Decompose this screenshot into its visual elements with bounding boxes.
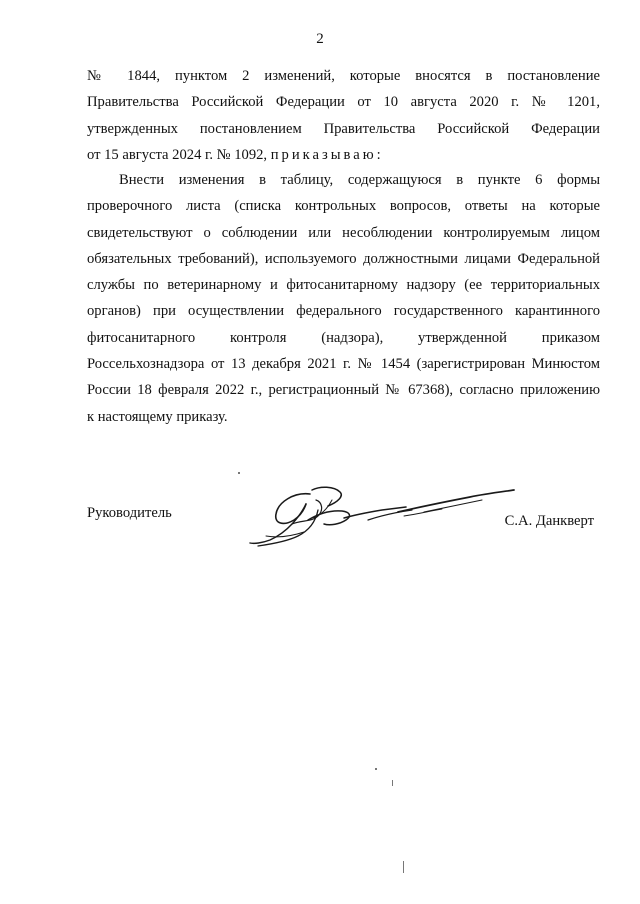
text-line bbox=[87, 142, 600, 168]
text-line: службы по ветеринарному и фитосанитарному надзору (ее территориальных bbox=[87, 277, 600, 294]
text-line: № 1844, пунктом 2 изменений, которые вносятся в постановление bbox=[87, 68, 600, 84]
text-line: органов) при осуществлении федерального государственного карантинного bbox=[87, 303, 600, 320]
text-line: России 18 февраля 2022 г., регистрационный № 67368), согласно приложению bbox=[87, 382, 600, 399]
scan-speck bbox=[375, 768, 377, 770]
text-fragment: от 15 августа 2024 г. № 1092, bbox=[87, 146, 271, 163]
text-line: обязательных требований), используемого должностными лицами Федеральной bbox=[87, 250, 600, 267]
text-line: Правительства Российской Федерации от 10 августа 2020 г. № 1201, bbox=[87, 94, 600, 111]
text-line: Россельхознадзора от 13 декабря 2021 г. № 1454 (зарегистрирован Минюстом bbox=[87, 356, 600, 373]
paragraph-order-body bbox=[87, 167, 600, 430]
page-number: 2 bbox=[316, 31, 324, 47]
scan-speck bbox=[238, 472, 240, 474]
scan-speck bbox=[403, 861, 404, 873]
signatory-position: Руководитель bbox=[87, 505, 172, 521]
text-line: свидетельствуют о соблюдении или несоблюдении контролируемым лицом bbox=[87, 224, 600, 241]
paragraph-continuation bbox=[87, 63, 600, 168]
text-line: фитосанитарного контроля (надзора), утвержденной приказом bbox=[87, 329, 600, 346]
handwritten-signature bbox=[248, 480, 520, 550]
text-line: к настоящему приказу. bbox=[87, 408, 228, 425]
signatory-name: С.А. Данкверт bbox=[504, 513, 594, 529]
scan-speck bbox=[392, 780, 393, 786]
text-line: утвержденных постановлением Правительства Российской Федерации bbox=[87, 120, 600, 137]
text-line: Внести изменения в таблицу, содержащуюся в пункте 6 формы bbox=[119, 172, 600, 188]
order-word: приказываю: bbox=[270, 146, 384, 163]
text-line: проверочного листа (списка контрольных вопросов, ответы на которые bbox=[87, 198, 600, 215]
